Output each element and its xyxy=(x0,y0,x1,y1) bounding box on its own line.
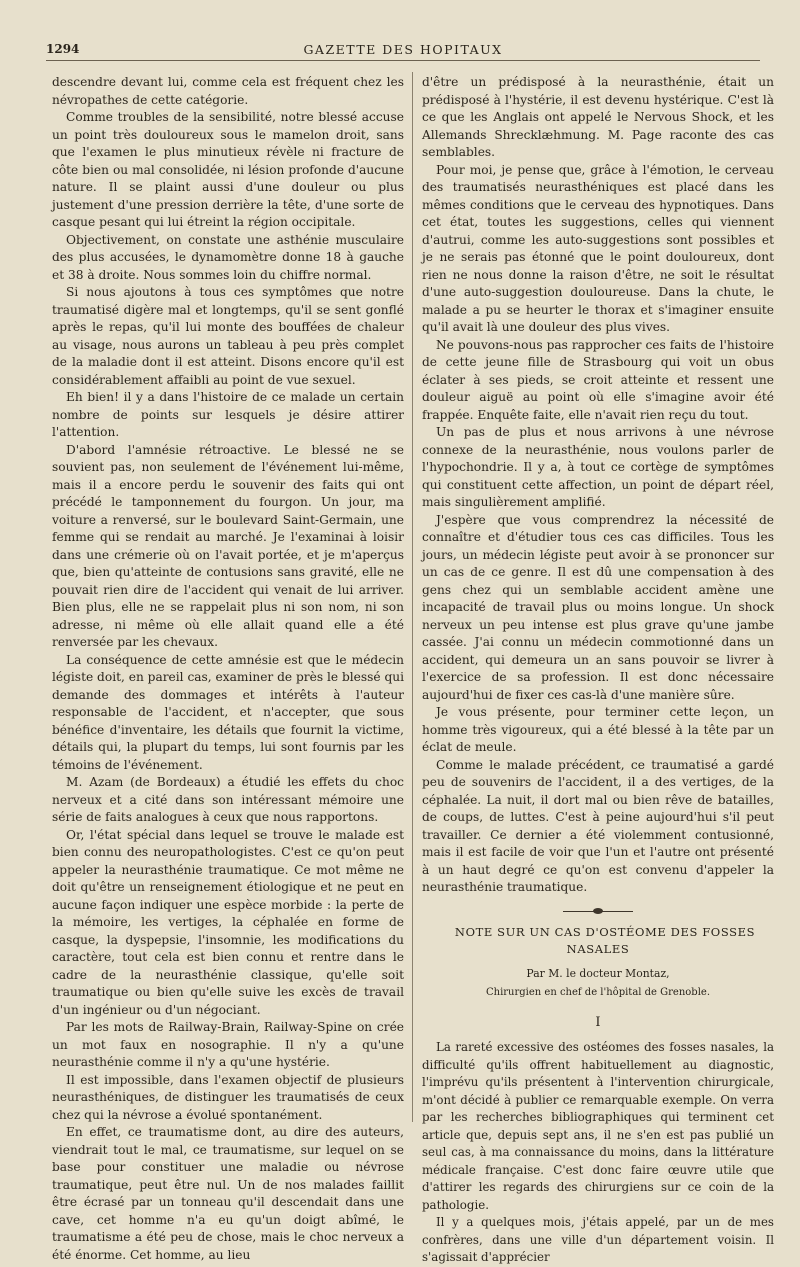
paragraph: Or, l'état spécial dans lequel se trouve le malade est bien connu des neuropathologistes. C'est ce qu'on peut appeler la neurasthénie traumatique. Ce mot même ne doit qu'être un renseignement étiologique et ne peut en aucune façon indiquer une espèce morbide : la perte de la mémoire, les vertiges, la céphalée en forme de casque, la dyspepsie, l'insomnie, les modifications du caractère, tout cela est bien connu et rentre dans le cadre de la neurasthénie classique, qu'elle soit traumatique ou bien qu'elle suive les excès de travail d'un ingénieur ou d'un négociant. xyxy=(52,827,404,1017)
paragraph: Je vous présente, pour terminer cette leçon, un homme très vigoureux, qui a été blessé à la tête par un éclat de meule. xyxy=(422,705,774,754)
right-column xyxy=(422,74,774,1267)
paragraph: J'espère que vous comprendrez la nécessité de connaître et d'étudier tous ces cas difficiles. Tous les jours, un médecin légiste peut avoir à se prononcer sur un cas de ce genre. Il est dû une compensation à des gens chez qui un semblable accident amène une incapacité de travail plus ou moins longue. Un shock nerveux un peu intense est plus grave qu'une jambe cassée. J'ai connu un médecin commotionné dans un accident, qui demeura un an sans pouvoir se livrer à l'exercice de sa profession. Il est donc nécessaire aujourd'hui de fixer ces cas-là d'une manière sûre. xyxy=(422,512,774,702)
paragraph: En effet, ce traumatisme dont, au dire des auteurs, viendrait tout le mal, ce traumatisme, sur lequel on se base pour constituer une maladie ou névrose traumatique, peut être nul. Un de nos malades faillit être écrasé par un tonneau qu'il descendait dans une cave, cet homme n'a eu qu'un doigt abîmé, le traumatisme a été peu de chose, mais le choc nerveux a été énorme. Cet homme, au lieu xyxy=(52,1125,404,1262)
paragraph: Pour moi, je pense que, grâce à l'émotion, le cerveau des traumatisés neurasthéniques est placé dans les mêmes conditions que le cerveau des hypnotiques. Dans cet état, toutes les suggestions, celles qui viennent d'autrui, comme les auto-suggestions sont possibles et je ne serais pas étonné que le point douloureux, dont rien ne nous donne la raison d'être, ne soit le résultat d'une auto-suggestion douloureuse. Dans la chute, le malade a pu se heurter le thorax et s'imaginer ensuite qu'il avait là une douleur des plus vives. xyxy=(422,162,774,334)
paragraph: La rareté excessive des ostéomes des fosses nasales, la difficulté qu'ils offrent habituellement au diagnostic, l'imprévu qu'ils présentent à l'intervention chirurgicale, m'ont décidé à publier ce remarquable exemple. On verra par les recherches bibliographiques qui terminent cet article que, depuis sept ans, il ne s'en est pas publié un seul cas, à ma connaissance du moins, dans la littérature médicale française. C'est donc faire œuvre utile que d'attirer les regards des chirurgiens sur ce coin de la pathologie. xyxy=(422,1040,774,1212)
column-rule xyxy=(412,72,413,1122)
paragraph: Il est impossible, dans l'examen objectif de plusieurs neurasthéniques, de distinguer les traumatisés de ceux chez qui la névrose a évolué spontanément. xyxy=(52,1072,404,1122)
paragraph: M. Azam (de Bordeaux) a étudié les effets du choc nerveux et a cité dans son intéressant mémoire une série de faits analogues à ceux que nous rapportons. xyxy=(52,775,404,824)
paragraph: d'être un prédisposé à la neurasthénie, était un prédisposé à l'hystérie, il est devenu hystérique. C'est là ce que les Anglais ont appelé le Nervous Shock, et les Allemands Shrecklæhmung. M. Page raconte des cas semblables. xyxy=(422,75,774,159)
section-number: I xyxy=(595,1014,601,1030)
page-number: 1294 xyxy=(46,42,80,56)
left-column xyxy=(52,74,404,1264)
paragraph: Objectivement, on constate une asthénie musculaire des plus accusées, le dynamomètre donne 18 à gauche et 38 à droite. Nous sommes loin du chiffre normal. xyxy=(52,232,404,282)
section-divider xyxy=(563,911,633,912)
divider-ornament xyxy=(593,908,603,914)
paragraph: Comme troubles de la sensibilité, notre blessé accuse un point très douloureux sous le mamelon droit, sans que l'examen le plus minutieux révèle ni fracture de côte bien ou mal consolidée, ni lésion profonde d'aucune nature. Il se plaint aussi d'une douleur ou plus justement d'une pression derrière la tête, d'une sorte de casque pesant qui lui étreint la région occipitale. xyxy=(52,110,404,229)
paragraph: Eh bien! il y a dans l'histoire de ce malade un certain nombre de points sur lesquels je désire attirer l'attention. xyxy=(52,390,404,439)
paragraph: Si nous ajoutons à tous ces symptômes que notre traumatisé digère mal et longtemps, qu'il se sent gonflé après le repas, qu'il lui monte des bouffées de chaleur au visage, nous aurons un tableau à peu près complet de la maladie dont il est atteint. Disons encore qu'il est considérablement affaibli au point de vue sexuel. xyxy=(52,285,404,387)
paragraph: Un pas de plus et nous arrivons à une névrose connexe de la neurasthénie, nous voulons parler de l'hypochondrie. Il y a, à tout ce cortège de symptômes qui constituent cette affection, un point de départ réel, mais singulièrement amplifié. xyxy=(422,425,774,509)
paragraph: Ne pouvons-nous pas rapprocher ces faits de l'histoire de cette jeune fille de Strasbourg qui voit un obus éclater à ses pieds, se croit atteinte et ressent une douleur aiguë au point où elle s'imagine avoir été frappée. Enquête faite, elle n'avait rien reçu du tout. xyxy=(422,337,774,422)
paragraph: descendre devant lui, comme cela est fréquent chez les névropathes de cette catégorie. xyxy=(52,75,404,107)
running-title: GAZETTE DES HOPITAUX xyxy=(303,42,503,57)
page-header xyxy=(46,34,760,61)
paragraph: La conséquence de cette amnésie est que le médecin légiste doit, en pareil cas, examiner de près le blessé qui demande des dommages et intérêts à l'auteur responsable de l'accident, et n'accepter, que sous bénéfice d'inventaire, les détails que fournit la victime, détails qui, la plupart du temps, lui sont fournis par les témoins de l'événement. xyxy=(52,652,405,772)
article-title: NOTE SUR UN CAS D'OSTÉOME DES FOSSES NASALES xyxy=(454,924,756,956)
paragraph: Il y a quelques mois, j'étais appelé, par un de mes confrères, dans une ville d'un département voisin. Il s'agissait d'apprécier xyxy=(422,1215,774,1264)
paragraph: Par les mots de Railway-Brain, Railway-Spine on crée un mot faux en nosographie. Il n'y a qu'une neurasthénie comme il n'y a qu'une hystérie. xyxy=(52,1020,404,1069)
article-byline: Par M. le docteur Montaz, xyxy=(526,966,670,980)
article-affiliation: Chirurgien en chef de l'hôpital de Grenoble. xyxy=(485,987,710,998)
paragraph: Comme le malade précédent, ce traumatisé a gardé peu de souvenirs de l'accident, il a des vertiges, de la céphalée. La nuit, il dort mal ou bien rêve de batailles, de coups, de luttes. C'est à peine aujourd'hui s'il peut travailler. Ce dernier a été violemment contusionné, mais il est facile de voir que l'un et l'autre ont présenté à un haut degré ce qu'on est convenu d'appeler la neurasthénie traumatique. xyxy=(422,757,774,894)
paragraph: D'abord l'amnésie rétroactive. Le blessé ne se souvient pas, non seulement de l'événement lui-même, mais il a encore perdu le souvenir des faits qui ont précédé le tamponnement du fourgon. Un jour, ma voiture a renversé, sur le boulevard Saint-Germain, une femme qui se rendait au marché. Je l'examinai à loisir dans une crémerie où on l'avait portée, et je m'aperçus que, bien qu'atteinte de contusions sans gravité, elle ne pouvait rien dire de l'accident qui venait de lui arriver. Bien plus, elle ne se rappelait plus ni son nom, ni son adresse, ni même où elle allait quand elle a été renversée par les chevaux. xyxy=(52,442,404,649)
